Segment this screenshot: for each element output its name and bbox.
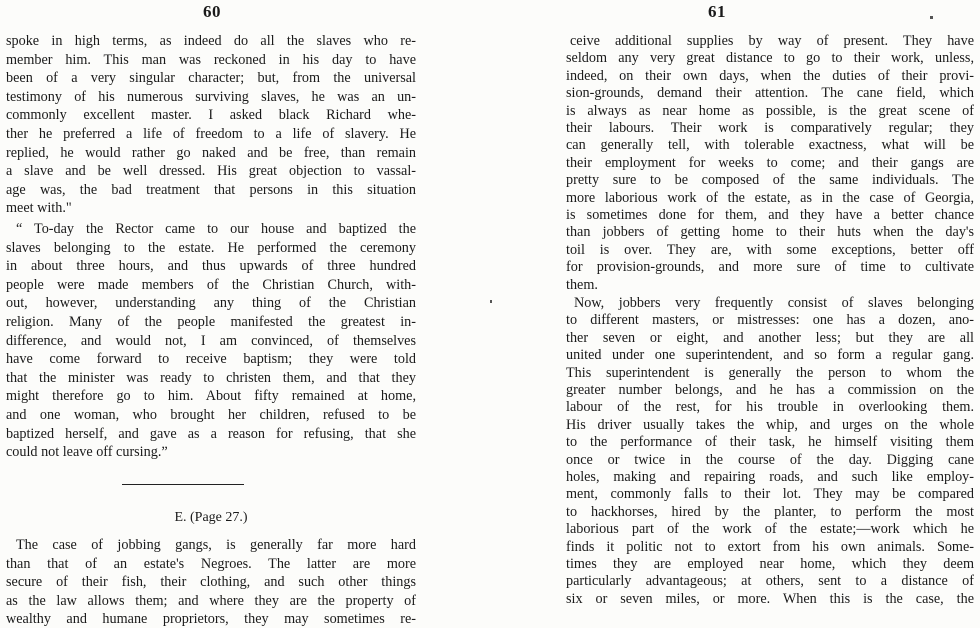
text-line: more laborious work of the estate, as in the case of Georgia, (566, 189, 974, 206)
text-line: religion. Many of the people manifested the greatest in- (6, 314, 416, 330)
page-mark (930, 16, 933, 19)
text-line: once or twice in the course of the day. Digging cane (566, 451, 974, 468)
text-line: people were made members of the Christian Church, with- (6, 276, 416, 293)
gutter-mark (490, 300, 492, 303)
text-line: sion-grounds, demand their attention. The cane field, which (566, 85, 974, 102)
text-line: out, however, understanding any thing of the Christian (6, 295, 416, 312)
text-line: slaves belonging to the estate. He performed the ceremony (6, 239, 416, 256)
text-line: wealthy and humane proprietors, they may sometimes re- (6, 611, 416, 628)
section-heading: E. (Page 27.) (174, 510, 248, 525)
text-line: in about three hours, and thus upwards of three hundred (6, 258, 416, 275)
text-line: pretty sure to be composed of the same individuals. The (566, 172, 974, 189)
left-page-number: 60 (203, 2, 221, 21)
text-line: testimony of his numerous surviving slaves, he was an un- (6, 88, 416, 105)
text-line: is sometimes done for them, and they have a better chance (566, 207, 974, 223)
text-line: secure of their fish, their clothing, and such other things (6, 574, 416, 591)
text-line: ther seven or eight, and another less; but they are all (566, 329, 974, 346)
text-line: spoke in high terms, as indeed do all the slaves who re- (6, 33, 416, 49)
text-line: “ To-day the Rector came to our house and baptized the (16, 221, 416, 237)
text-line: holes, making and repairing roads, and such like employ- (566, 469, 974, 485)
text-line: baptized herself, and gave as a reason for refusing, that she (6, 425, 416, 442)
right-page-number: 61 (708, 2, 726, 21)
text-line: is always as near home as possible, is the great scene of (566, 102, 974, 119)
text-line: as the law allows them; and where they are the property of (6, 592, 416, 609)
text-line: age was, the bad treatment that persons in this situation (6, 181, 416, 198)
text-line: This superintendent is generally the person to whom the (566, 364, 974, 381)
text-line: seldom any very great distance to go to their work, unless, (566, 50, 974, 67)
text-line: The case of jobbing gangs, is generally far more hard (16, 537, 416, 553)
text-line: times they are employed near home, which they deem (566, 556, 974, 572)
text-line: for provision-grounds, and more sure of time to cultivate (566, 259, 974, 276)
text-line: to hackhorses, hired by the planter, to perform the most (566, 503, 974, 520)
text-line: particularly advantageous; at others, sent to a distance of (566, 573, 974, 590)
text-line: to the performance of their task, he himself visiting them (566, 434, 974, 451)
text-line: six or seven miles, or more. When this is the case, the (566, 590, 974, 607)
text-line: than jobbers of getting home to their huts when the day's (566, 224, 974, 241)
text-line: replied, he would rather go naked and be free, than remain (6, 144, 416, 161)
text-line: toil is over. They are, with some exceptions, better off (566, 241, 974, 258)
text-line: to different masters, or mistresses: one has a dozen, ano- (566, 312, 974, 329)
text-line: difference, and would not, I am convinced, of themselves (6, 332, 416, 349)
text-line: their employment for weeks to come; and their gangs are (566, 154, 974, 171)
text-line: labour of the rest, for his trouble in overlooking them. (566, 399, 974, 416)
text-line: commonly excellent master. I asked black Richard whe- (6, 107, 416, 124)
text-line: laborious part of the work of the estate;—work which he (566, 521, 974, 538)
text-line: their labours. Their work is comparatively regular; they (566, 120, 974, 136)
text-line: ther he preferred a life of freedom to a life of slavery. He (6, 126, 416, 142)
text-line: could not leave off cursing.” (6, 444, 168, 461)
text-line: might therefore go to him. About fifty remained at home, (6, 388, 416, 405)
text-line: ment, commonly falls to their lot. They may be compared (566, 486, 974, 503)
text-line: a slave and be well dressed. His great objection to vassal- (6, 163, 416, 180)
text-line: been of a very singular character; but, from the universal (6, 70, 416, 87)
section-divider (122, 484, 244, 485)
text-line: member him. This man was reckoned in his day to have (6, 51, 416, 68)
text-line: indeed, on their own days, when the duties of their provi- (566, 67, 974, 84)
text-line: that the minister was ready to christen them, and that they (6, 369, 416, 386)
text-line: and one woman, who brought her children, refused to be (6, 407, 416, 423)
text-line: them. (566, 276, 598, 293)
text-line: have come forward to receive baptism; they were told (6, 351, 416, 368)
text-line: can generally tell, with tolerable exactness, what will be (566, 137, 974, 154)
text-line: greater number belongs, and he has a commission on the (566, 382, 974, 398)
text-line: meet with." (6, 200, 72, 217)
text-line: Now, jobbers very frequently consist of slaves belonging (574, 295, 974, 311)
text-line: ceive additional supplies by way of present. They have (570, 33, 974, 49)
text-line: than that of an estate's Negroes. The latter are more (6, 555, 416, 572)
text-line: His driver usually takes the whip, and urges on the whole (566, 416, 974, 433)
text-line: united under one superintendent, and so form a regular gang. (566, 347, 974, 364)
text-line: finds it politic not to extort from his own animals. Some- (566, 538, 974, 555)
